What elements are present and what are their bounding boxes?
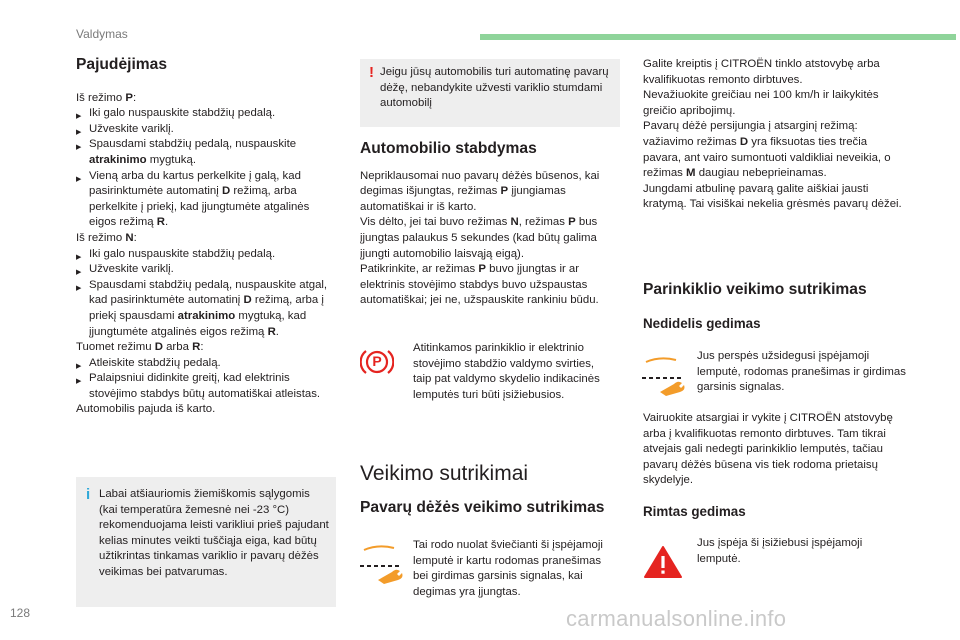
from-n-label: Iš režimo N: [76,231,137,244]
heading-minor-fault: Nedidelis gedimas [643,316,761,331]
heading-gearbox-malfunction: Pavarų dėžės veikimo sutrikimas [360,499,605,516]
brake-paragraph: Patikrinkite, ar režimas P buvo įjungtas ir ar elektrinis stovėjimo stabdys buvo užspaustas automatiškai; jei ne, užspauskite rankiniu būdu. [360,263,599,307]
warning-icon: ! [369,64,374,81]
info-box [76,477,336,607]
heading-moving-off: Pajudėjimas [76,56,168,73]
from-p-label: Iš režimo P: [76,91,137,104]
brake-paragraph: Vis dėlto, jei tai buvo režimas N, režimas P bus įjungtas palaukus 5 sekundes (kad būtų galima įjungti automobilio laisvąją eigą). [360,216,598,260]
parking-text: Atitinkamos parinkiklio ir elektrinio stovėjimo stabdžio valdymo svirties, taip pat valdymo skydelio indikacinės lemputės turi būti įsižiebusios. [413,342,600,401]
heading-major-fault: Rimtas gedimas [643,504,746,519]
intro-paragraph: Pavarų dėžė persijungia į atsarginį režimą: [643,120,858,133]
warning-triangle-icon [643,545,683,579]
heading-selector-malfunction: Parinkiklio veikimo sutrikimas [643,281,867,298]
page-number: 128 [10,606,31,620]
column-2 [360,141,618,309]
list-item: ▶ Palaipsniui didinkite greitį, kad elektrinis stovėjimo stabdys būtų automatiškai atleistas. [76,371,331,402]
heading-malfunctions: Veikimo sutrikimai [360,462,529,485]
list-item: ▶ Iki galo nuspauskite stabdžių pedalą. [76,106,331,122]
intro-paragraph: Galite kreiptis į CITROËN tinklo atstovybę arba kvalifikuotas remonto dirbtuves. [643,58,880,86]
parking-brake-icon [360,346,394,378]
list-item: ▶ Spausdami stabdžių pedalą, nuspauskite atrakinimo mygtuką. [76,137,331,168]
section-accent-bar [480,34,956,40]
list-item: ▶ Užveskite variklį. [76,262,331,278]
minor-fault-icon-text: Jus perspės užsidegusi įspėjamoji lemputė, rodomas pranešimas ir girdimas garsinis signalas. [697,350,906,394]
intro-paragraph: Jungdami atbulinę pavarą galite aiškiai jausti kratymą. Tai visiškai nekelia grėsmės pavarų dėžei. [643,182,902,211]
from-dr-label: Tuomet režimu D arba R: [76,341,204,354]
wrench-icon [358,540,406,584]
column-3 [643,57,905,213]
wrench-icon [640,352,688,396]
parking-icon-letter: P [372,353,382,369]
heading-vehicle-braking: Automobilio stabdymas [360,140,537,157]
list-item: ▶ Užveskite variklį. [76,122,331,138]
closing-text: Automobilis pajuda iš karto. [76,403,216,416]
list-item: ▶ Vieną arba du kartus perkelkite į galą, kad pasirinktumėte automatinį D režimą, arba perkelkite į priekį, kad įjungtumėte atgalinės eigos režimą R. [76,169,331,231]
warning-box [360,59,620,127]
section-label: Valdymas [76,27,128,41]
list-item: ▶ Atleiskite stabdžių pedalą. [76,356,331,372]
warning-text: Jeigu jūsų automobilis turi automatinę pavarų dėžę, nebandykite užvesti variklio stumdami automobilį [380,66,609,110]
intro-paragraph: Nevažiuokite greičiau nei 100 km/h ir laikykitės greičio apribojimų. [643,89,879,117]
intro-paragraph: važiavimo režimas D yra fiksuotas ties trečia pavara, ant vairo sumontuoti valdikliai neveikia, o režimas M daugiau nebeprieinamas. [643,135,891,180]
brake-paragraph: Nepriklausomai nuo pavarų dėžės būsenos, kai degimas išjungtas, režimas P įjungiamas automatiškai ir iš karto. [360,169,600,213]
info-icon: i [86,486,91,503]
watermark: carmanualsonline.info [566,606,787,631]
major-fault-text: Jus įspėja ši įsižiebusi įspėjamoji lemputė. [697,537,863,565]
column-1 [76,57,331,418]
minor-fault-text: Vairuokite atsargiai ir vykite į CITROËN atstovybę arba į kvalifikuotas remonto dirbtuves. Tam tikrai atvejais gali nedegti parinkiklio lemputės, tačiau pavarų dėžės būsena vis tiek rodoma prietaisų skydelyje. [643,412,893,487]
gearbox-text: Tai rodo nuolat šviečianti ši įspėjamoji lemputė ir kartu rodomas pranešimas bei girdimas garsinis signalas, kai degimas yra įjungtas. [413,539,603,598]
list-item: ▶ Spausdami stabdžių pedalą, nuspauskite atgal, kad pasirinktumėte automatinį D režimą, arba į priekį spausdami atrakinimo mygtuką, kad įjungtumėte atgalinės eigos režimą R. [76,278,331,340]
info-text: Labai atšiauriomis žiemiškomis sąlygomis (kai temperatūra žemesnė nei -23 °C) rekomenduojama leisti varikliui prieš pajudant kelias minutes veikti tuščiąja eiga, kad būtų užtikrintas tinkamas variklio ir pavarų dėžės veikimas bei patvarumas. [99,488,329,578]
list-item: ▶ Iki galo nuspauskite stabdžių pedalą. [76,247,331,263]
